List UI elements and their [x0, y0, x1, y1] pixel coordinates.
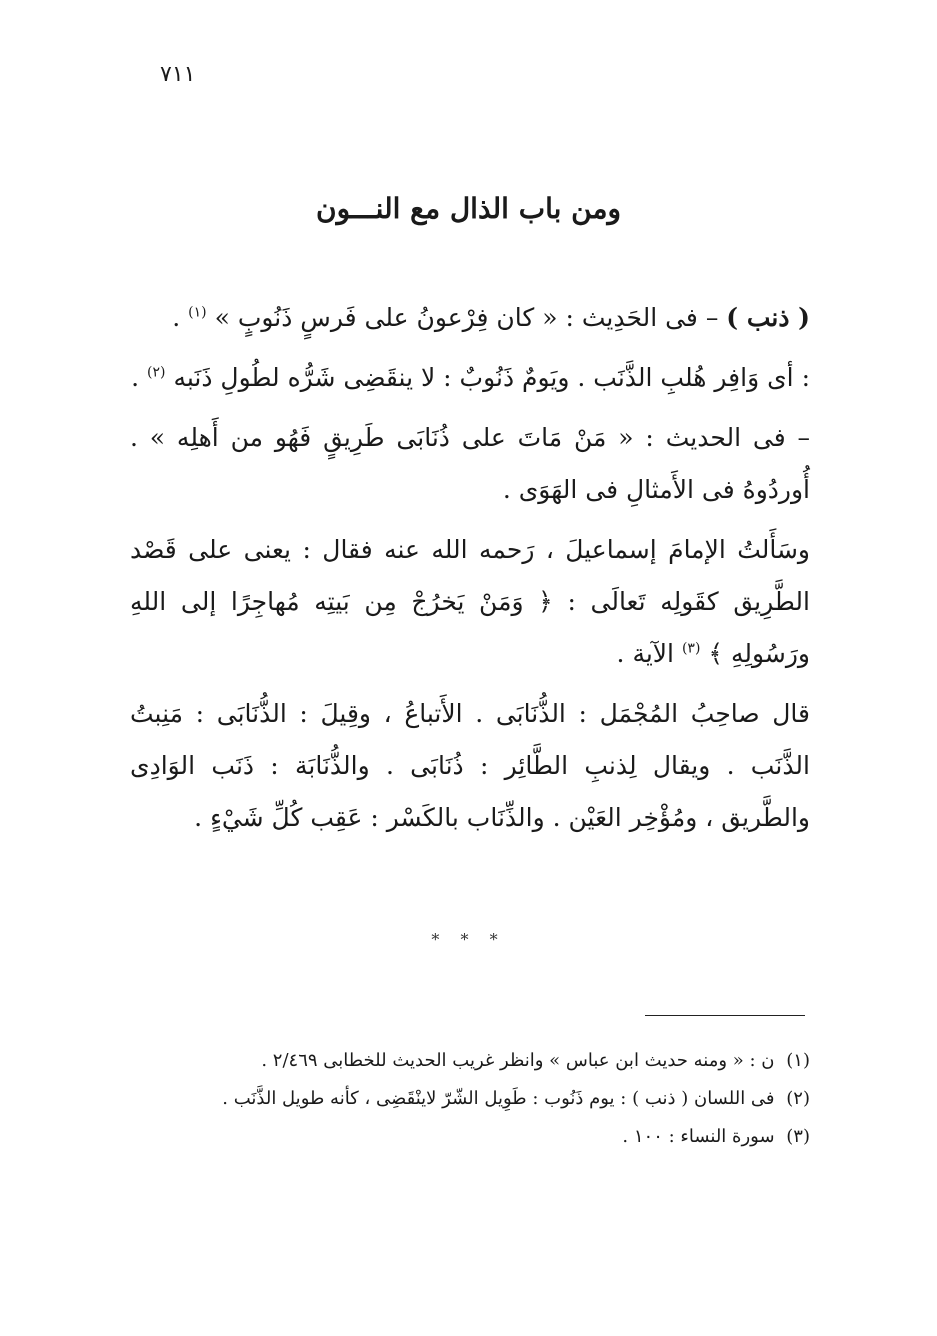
- paragraph-text: – فى الحديث : « مَنْ مَاتَ على ذُنَابَى طَرِيقٍ فَهُو من أَهلِه » . أُوردُوهُ فى الأَمثالِ فى الهَوَى .: [130, 423, 810, 504]
- paragraph-text: قال صاحِبُ المُجْمَل : الذُّنَابَى . الأَتباعُ ، وقِيلَ : الذُّنَابَى : مَنِبتُ الذَّنَب . ويقال لِذنبِ الطَّائِر : ذُنَابَى . والذُّنَابَة : ذَنَب الوَادِى والطَّريق ، ومُؤْخِر العَيْن . والذِّنَاب بالكَسْر : عَقِب كُلِّ شَيْءٍ .: [130, 699, 810, 832]
- section-separator: * * *: [431, 930, 506, 949]
- paragraph-entry-1: [130, 292, 810, 344]
- footnote-ref: (١): [188, 304, 207, 321]
- page-number: ٧١١: [160, 62, 196, 87]
- paragraph-tail: الآية .: [616, 639, 682, 668]
- paragraph-entry-5: [130, 688, 810, 844]
- footnote-number: (٢): [786, 1088, 810, 1109]
- paragraph-text: وسَأَلتُ الإمامَ إسماعيلَ ، رَحمه الله عنه فقال : يعنى على قَصْد الطَّرِيق كقَولِه تَعالَى : ﴿ وَمَنْ يَخرُجْ مِن بَيتِه مُهاجِرًا إلى اللهِ ورَسُولِهِ ﴾: [130, 535, 810, 668]
- paragraph-entry-3: [130, 412, 810, 516]
- paragraph-text: – فى الحَدِيث : « كان فِرْعونُ على فَرسٍ ذَنُوبٍ »: [214, 303, 727, 332]
- footnote-3: [130, 1121, 810, 1153]
- entry-headword: ( ذنب ): [726, 303, 810, 332]
- footnote-text: سورة النساء : ١٠٠ .: [622, 1126, 775, 1147]
- footnote-text: فى اللسان ( ذنب ) : يوم ذَنُوب : طَوِيل الشّرّ لاينْقَضِى ، كأنه طويل الذَّنَب .: [222, 1088, 775, 1109]
- footnotes: [130, 1045, 810, 1159]
- footnote-ref: (٣): [681, 640, 701, 657]
- paragraph-tail: .: [131, 363, 148, 392]
- footnote-text: ن : « ومنه حديث ابن عباس » وانظر غريب الحديث للخطابى ٢/٤٦٩ .: [261, 1050, 775, 1071]
- footnote-divider: [645, 1015, 805, 1016]
- footnote-number: (١): [786, 1050, 810, 1071]
- footnote-number: (٣): [786, 1126, 810, 1147]
- footnote-ref: (٢): [147, 364, 166, 381]
- paragraph-entry-4: [130, 524, 810, 680]
- chapter-title: ومن باب الذال مع النـــون: [316, 192, 621, 225]
- paragraph-entry-2: [130, 352, 810, 404]
- body-text: [130, 292, 810, 852]
- paragraph-tail: .: [172, 303, 189, 332]
- footnote-2: [130, 1083, 810, 1115]
- footnote-1: [130, 1045, 810, 1077]
- paragraph-text: : أى وَافِر هُلبِ الذَّنَب . ويَومٌ ذَنُوبٌ : لا ينقَضِى شَرُّه لطُولِ ذَنَبه: [173, 363, 810, 392]
